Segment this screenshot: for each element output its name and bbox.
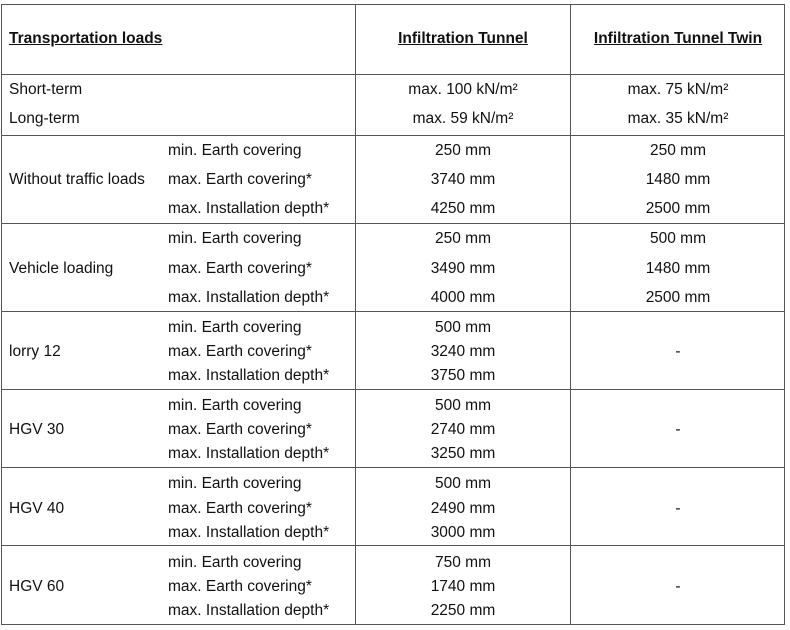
row-divider [1, 389, 785, 390]
tunnel-value: 4000 mm [430, 289, 496, 306]
group-label-without-traffic-loads: Without traffic loads [9, 171, 145, 188]
tunnel-value: 250 mm [435, 142, 491, 159]
table-border-bottom [1, 624, 785, 625]
tunnel-value: 3750 mm [430, 367, 496, 384]
tunnel-value: 500 mm [435, 475, 491, 492]
group-label-hgv-40: HGV 40 [9, 500, 65, 517]
header-infiltration-tunnel-twin: Infiltration Tunnel Twin [593, 30, 763, 47]
row-divider [1, 545, 785, 546]
row-divider [1, 467, 785, 468]
table-border-left [1, 4, 2, 625]
sub-label: max. Earth covering* [168, 343, 312, 360]
twin-value: 2500 mm [645, 200, 711, 217]
sub-label: max. Installation depth* [168, 289, 330, 306]
long-term-tunnel-value: max. 59 kN/m² [412, 110, 514, 127]
twin-value-na: - [675, 421, 681, 438]
sub-label: min. Earth covering [168, 475, 302, 492]
sub-label: min. Earth covering [168, 142, 302, 159]
twin-value: 1480 mm [645, 171, 711, 188]
group-label-hgv-30: HGV 30 [9, 421, 65, 438]
twin-value: 1480 mm [645, 260, 711, 277]
group-label-vehicle-loading: Vehicle loading [9, 260, 114, 277]
row-divider [1, 223, 785, 224]
tunnel-value: 500 mm [435, 319, 491, 336]
sub-label: max. Earth covering* [168, 260, 312, 277]
header-infiltration-tunnel: Infiltration Tunnel [398, 30, 528, 47]
tunnel-value: 750 mm [435, 554, 491, 571]
tunnel-value: 2490 mm [430, 500, 496, 517]
header-transportation-loads: Transportation loads [9, 30, 163, 47]
tunnel-value: 4250 mm [430, 200, 496, 217]
sub-label: max. Installation depth* [168, 200, 330, 217]
twin-value: 500 mm [650, 230, 706, 247]
sub-label: max. Earth covering* [168, 578, 312, 595]
sub-label: max. Installation depth* [168, 602, 330, 619]
tunnel-value: 500 mm [435, 397, 491, 414]
long-term-twin-value: max. 35 kN/m² [627, 110, 729, 127]
sub-label: max. Earth covering* [168, 171, 312, 188]
row-label-short-term: Short-term [9, 81, 83, 98]
tunnel-value: 3490 mm [430, 260, 496, 277]
sub-label: max. Installation depth* [168, 524, 330, 541]
twin-value-na: - [675, 578, 681, 595]
tunnel-value: 3240 mm [430, 343, 496, 360]
tunnel-value: 2250 mm [430, 602, 496, 619]
short-term-twin-value: max. 75 kN/m² [627, 81, 729, 98]
transportation-loads-table [1, 4, 785, 625]
tunnel-value: 3250 mm [430, 445, 496, 462]
header-divider [1, 74, 785, 75]
tunnel-value: 2740 mm [430, 421, 496, 438]
sub-label: max. Installation depth* [168, 445, 330, 462]
sub-label: max. Earth covering* [168, 421, 312, 438]
group-label-lorry-12: lorry 12 [9, 343, 61, 360]
sub-label: max. Earth covering* [168, 500, 312, 517]
group-label-hgv-60: HGV 60 [9, 578, 65, 595]
tunnel-value: 1740 mm [430, 578, 496, 595]
sub-label: min. Earth covering [168, 397, 302, 414]
tunnel-value: 3000 mm [430, 524, 496, 541]
row-label-long-term: Long-term [9, 110, 80, 127]
sub-label: max. Installation depth* [168, 367, 330, 384]
row-divider [1, 311, 785, 312]
twin-value: 250 mm [650, 142, 706, 159]
tunnel-value: 250 mm [435, 230, 491, 247]
tunnel-value: 3740 mm [430, 171, 496, 188]
sub-label: min. Earth covering [168, 554, 302, 571]
twin-value: 2500 mm [645, 289, 711, 306]
short-term-tunnel-value: max. 100 kN/m² [408, 81, 518, 98]
row-divider [1, 135, 785, 136]
sub-label: min. Earth covering [168, 319, 302, 336]
sub-label: min. Earth covering [168, 230, 302, 247]
twin-value-na: - [675, 343, 681, 360]
twin-value-na: - [675, 500, 681, 517]
